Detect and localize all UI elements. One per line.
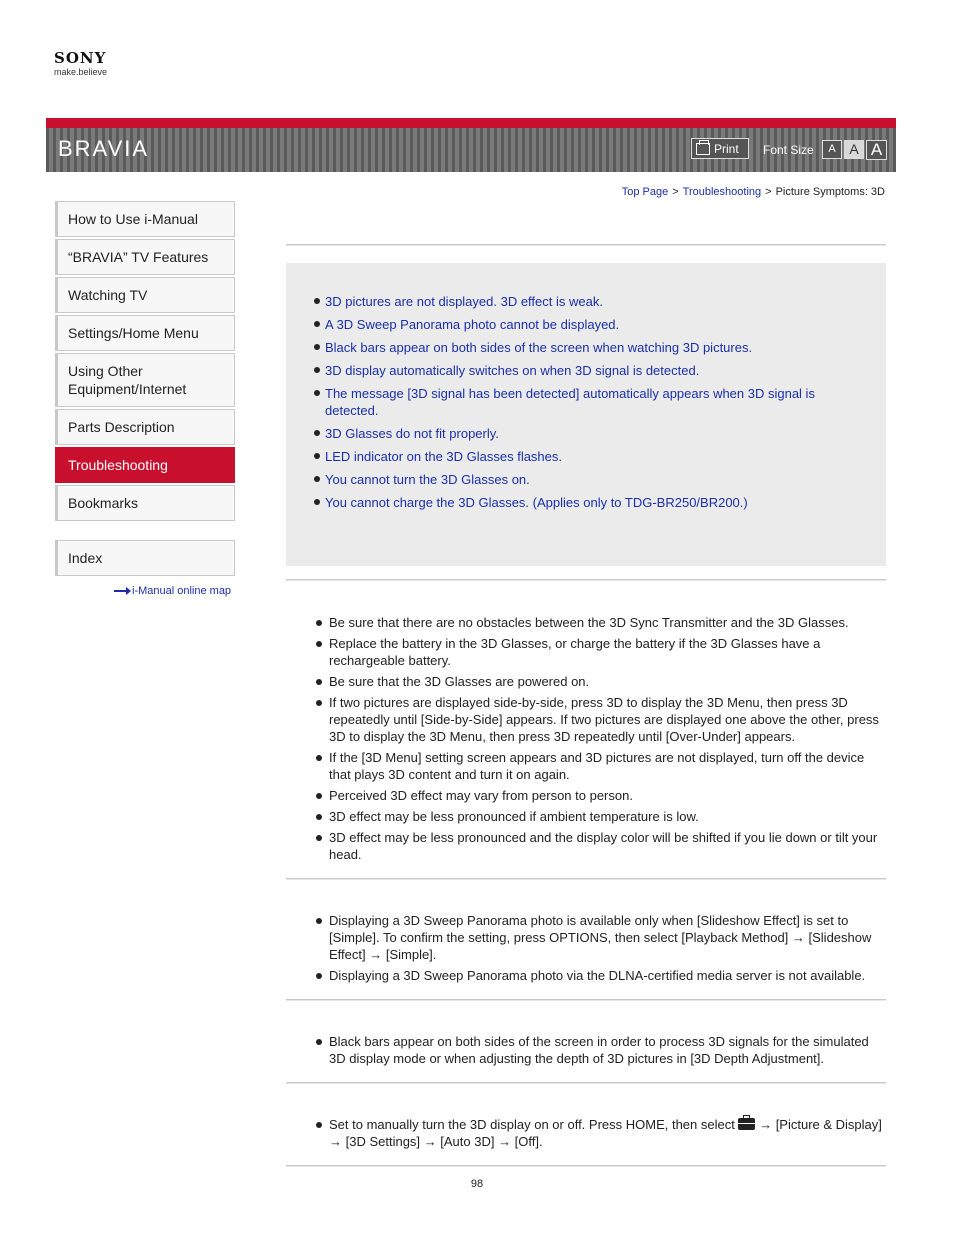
divider — [286, 878, 886, 880]
tips-list — [316, 912, 886, 988]
breadcrumb-separator: > — [672, 186, 679, 198]
list-item-text: → [Picture & Display] → [3D Settings] → [Auto 3D] → [Off]. — [329, 1117, 882, 1149]
list-item: If the [3D Menu] setting screen appears and 3D pictures are not displayed, turn off the device that plays 3D content and turn it on again. — [316, 749, 886, 783]
breadcrumb-troubleshooting[interactable]: Troubleshooting — [682, 186, 762, 198]
toolbox-icon — [738, 1118, 755, 1130]
brand-name: SONY — [54, 49, 107, 67]
print-label: Print — [714, 141, 739, 156]
section-black-bars — [286, 999, 886, 1066]
toc-link[interactable]: 3D display automatically switches on when 3D signal is detected. — [314, 362, 859, 379]
sidebar-item-troubleshooting[interactable]: Troubleshooting — [55, 447, 235, 483]
sidebar-item-parts-description[interactable]: Parts Description — [55, 409, 235, 445]
main-content — [286, 244, 886, 1149]
brand-tagline: make.believe — [54, 67, 108, 77]
toc-list — [314, 293, 859, 517]
print-button[interactable] — [691, 138, 749, 159]
toc-link[interactable]: Black bars appear on both sides of the screen when watching 3D pictures. — [314, 339, 859, 356]
list-item: Black bars appear on both sides of the screen in order to process 3D signals for the simulated 3D display mode or when adjusting the depth of 3D pictures in [3D Depth Adjustment]. — [316, 1033, 886, 1067]
online-map-label: i-Manual online map — [132, 585, 232, 597]
sidebar-nav — [55, 201, 235, 578]
divider — [286, 244, 886, 246]
sidebar-item-index[interactable]: Index — [55, 540, 235, 576]
sidebar-item-watching-tv[interactable]: Watching TV — [55, 277, 235, 313]
section-auto-3d — [286, 1082, 886, 1149]
section-3d-not-displayed — [286, 579, 886, 862]
list-item-text: Set to manually turn the 3D display on or off. Press HOME, then select — [329, 1117, 735, 1132]
list-item: 3D effect may be less pronounced if ambient temperature is low. — [316, 808, 886, 825]
font-size-small-button[interactable]: A — [822, 140, 842, 159]
toc-link[interactable]: 3D Glasses do not fit properly. — [314, 425, 859, 442]
list-item: Be sure that the 3D Glasses are powered on. — [316, 673, 886, 690]
sidebar-item-bookmarks[interactable]: Bookmarks — [55, 485, 235, 521]
page-number: 98 — [470, 1178, 484, 1190]
online-map-link[interactable] — [114, 585, 231, 597]
breadcrumb-current: Picture Symptoms: 3D — [775, 186, 885, 198]
toc-link[interactable]: 3D pictures are not displayed. 3D effect is weak. — [314, 293, 859, 310]
font-size-large-button[interactable]: A — [866, 140, 887, 160]
font-size-medium-button[interactable]: A — [844, 140, 864, 159]
sidebar-item-how-to-use[interactable]: How to Use i-Manual — [55, 201, 235, 237]
section-sweep-panorama — [286, 878, 886, 983]
header-banner — [46, 118, 896, 172]
section-bottom-divider — [286, 1165, 886, 1167]
table-of-contents — [286, 263, 886, 566]
list-item: 3D effect may be less pronounced and the display color will be shifted if you lie down or tilt your head. — [316, 829, 886, 863]
sidebar-item-bravia-features[interactable]: “BRAVIA” TV Features — [55, 239, 235, 275]
printer-icon — [696, 143, 710, 155]
font-size-label: Font Size — [763, 143, 814, 157]
sidebar-item-settings-home-menu[interactable]: Settings/Home Menu — [55, 315, 235, 351]
product-title: BRAVIA — [58, 136, 150, 161]
breadcrumb — [622, 186, 885, 198]
arrow-right-icon — [114, 590, 130, 592]
list-item: Perceived 3D effect may vary from person to person. — [316, 787, 886, 804]
list-item: Be sure that there are no obstacles between the 3D Sync Transmitter and the 3D Glasses. — [316, 614, 886, 631]
list-item — [316, 1116, 886, 1150]
list-item: Replace the battery in the 3D Glasses, or charge the battery if the 3D Glasses have a rechargeable battery. — [316, 635, 886, 669]
toc-link[interactable]: A 3D Sweep Panorama photo cannot be displayed. — [314, 316, 859, 333]
list-item: Displaying a 3D Sweep Panorama photo is available only when [Slideshow Effect] is set to [Simple]. To confirm the setting, press OPTIONS, then select [Playback Method] → [Slideshow Effect] → [Simple]. — [316, 912, 886, 963]
banner-accent-bar — [46, 118, 896, 128]
toc-link[interactable]: You cannot turn the 3D Glasses on. — [314, 471, 859, 488]
divider — [286, 1082, 886, 1084]
toc-link[interactable]: You cannot charge the 3D Glasses. (Applies only to TDG-BR250/BR200.) — [314, 494, 859, 511]
toc-link[interactable]: The message [3D signal has been detected] automatically appears when 3D signal is detected. — [314, 385, 859, 419]
tips-list — [316, 1033, 886, 1071]
breadcrumb-separator: > — [765, 186, 772, 198]
sony-logo — [54, 50, 107, 77]
tips-list — [316, 1116, 886, 1154]
list-item: Displaying a 3D Sweep Panorama photo via the DLNA-certified media server is not available. — [316, 967, 886, 984]
breadcrumb-top-page[interactable]: Top Page — [621, 186, 669, 198]
list-item: If two pictures are displayed side-by-side, press 3D to display the 3D Menu, then press 3D repeatedly until [Side-by-Side] appears. If two pictures are displayed one above the other, press 3D to display the 3D Menu, then press 3D repeatedly until [Over-Under] appears. — [316, 694, 886, 745]
toc-link[interactable]: LED indicator on the 3D Glasses flashes. — [314, 448, 859, 465]
divider — [286, 579, 886, 581]
sidebar-item-other-equipment[interactable]: Using Other Equipment/Internet — [55, 353, 235, 407]
divider — [286, 1165, 886, 1167]
tips-list — [316, 614, 886, 867]
divider — [286, 999, 886, 1001]
